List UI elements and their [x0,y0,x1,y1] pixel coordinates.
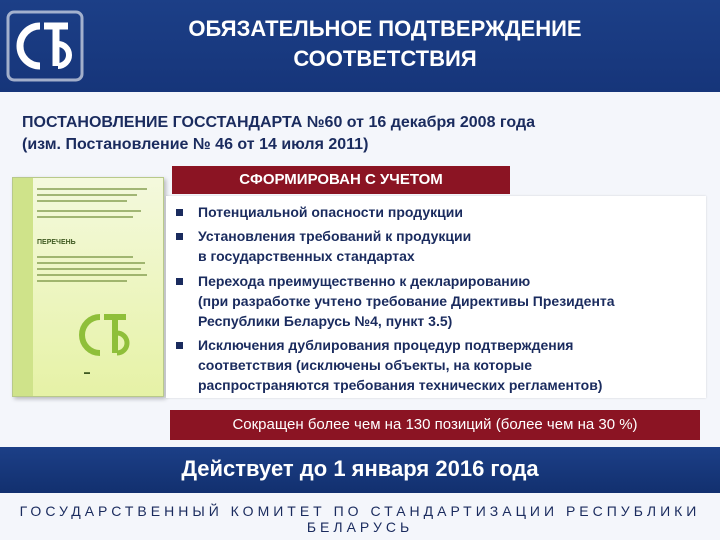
title-line-1: ОБЯЗАТЕЛЬНОЕ ПОДТВЕРЖДЕНИЕ [188,16,582,41]
validity-text: Действует до 1 января 2016 года [181,456,539,481]
reduced-positions-note: Сокращен более чем на 130 позиций (более чем на 30 %) [170,410,700,440]
bullet-line: Республики Беларусь №4, пункт 3.5) [198,313,453,329]
decree-subtitle [22,112,535,156]
document-text-line [37,256,133,258]
bullet-item-4 [198,335,602,395]
bullet-line: в государственных стандартах [198,248,415,264]
page-title [150,14,620,74]
bullet-marker [176,342,183,349]
document-heading: ПЕРЕЧЕНЬ [37,239,76,246]
bullet-marker [176,278,183,285]
document-stb-logo [72,307,142,367]
bullet-marker [176,209,183,216]
bullet-item-2 [198,226,471,266]
bullet-line: соответствия (исключены объекты, на которые [198,357,533,373]
document-text-line [37,280,127,282]
bullet-line: Исключения дублирования процедур подтверждения [198,337,574,353]
document-text-line [37,210,141,212]
document-text-line [37,216,133,218]
document-text-line [37,194,137,196]
bullet-line: распространяются требования технических регламентов) [198,377,603,393]
bullet-item-3 [198,271,615,331]
document-text-line [37,274,147,276]
bullet-line: Установления требований к продукции [198,228,472,244]
subtitle-line-2: (изм. Постановление № 46 от 14 июля 2011) [22,136,369,153]
footer-committee-name: ГОСУДАРСТВЕННЫЙ КОМИТЕТ ПО СТАНДАРТИЗАЦИИ РЕСПУБЛИКИ БЕЛАРУСЬ [19,503,701,535]
bullet-marker [176,233,183,240]
document-text-line [37,200,127,202]
stb-logo [6,10,84,82]
document-text-line [37,262,145,264]
formed-banner: СФОРМИРОВАН С УЧЕТОМ [172,166,510,194]
bullet-line: (при разработке учтено требование Директивы Президента [198,293,615,309]
document-text-line [37,188,147,190]
document-side-band [13,178,33,396]
document-text-line [37,268,141,270]
bullet-item-1 [198,202,463,222]
document-footer-mark: ▬ [84,370,90,376]
bullet-line: Потенциальной опасности продукции [198,204,463,220]
title-line-2: СООТВЕТСТВИЯ [293,46,477,71]
subtitle-line-1: ПОСТАНОВЛЕНИЕ ГОССТАНДАРТА №60 от 16 декабря 2008 года [22,114,535,131]
bullet-line: Перехода преимущественно к декларированию [198,273,531,289]
